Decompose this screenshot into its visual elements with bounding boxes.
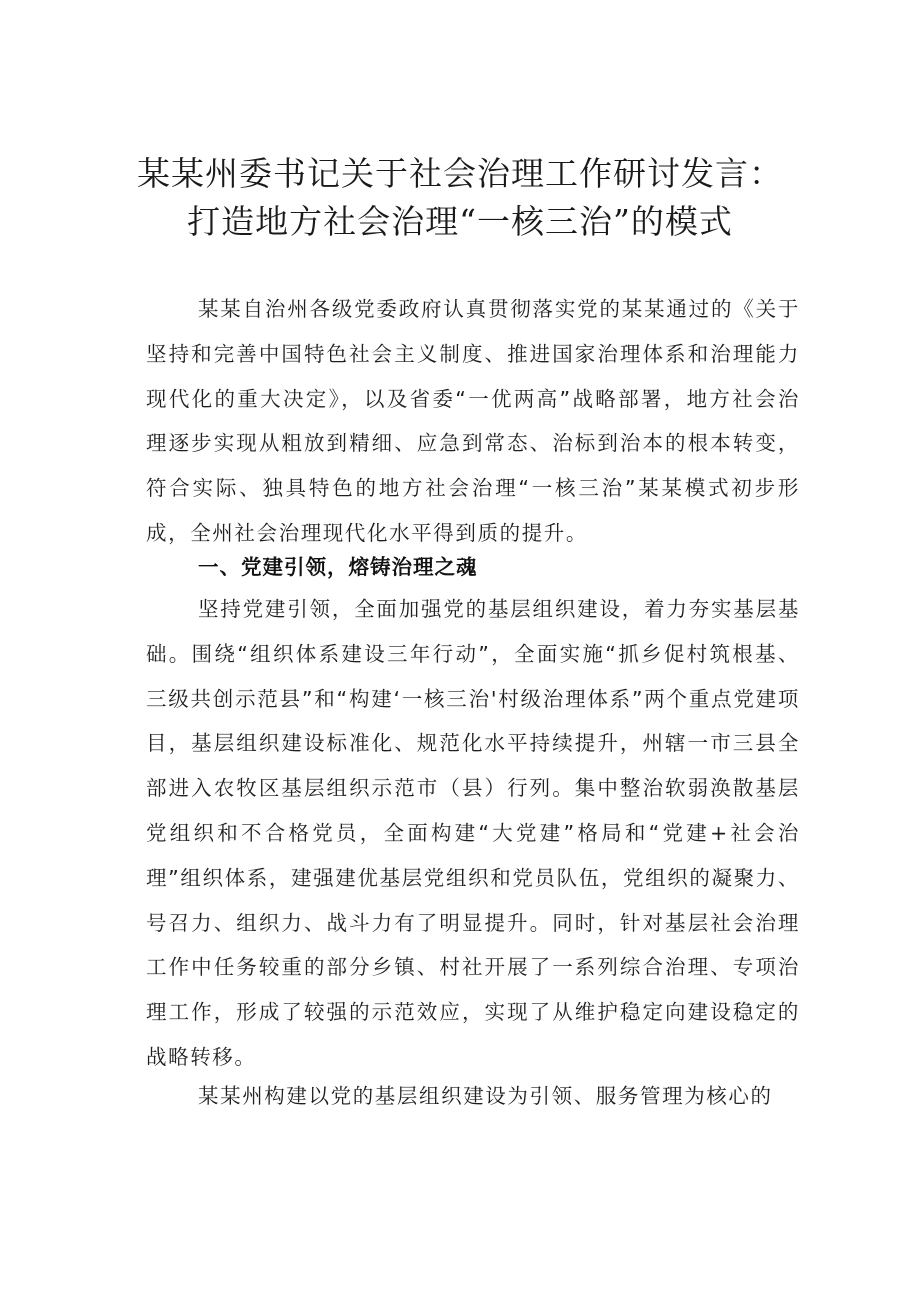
section1-paragraph: 坚持党建引领，全面加强党的基层组织建设，着力夯实基层基础。围绕“组织体系建设三年行动”，全面实施“抓乡促村筑根基、三级共创示范县”和“构建‘一核三治'村级治理体系”两个重点党建项目，基层组织建设标准化、规范化水平持续提升，州辖一市三县全部进入农牧区基层组织示范市（县）行列。集中整治软弱涣散基层党组织和不合格党员，全面构建“大党建”格局和“党建+社会治理”组织体系，建强建优基层党组织和党员队伍，党组织的凝聚力、号召力、组织力、战斗力有了明显提升。同时，针对基层社会治理工作中任务较重的部分乡镇、村社开展了一系列综合治理、专项治理工作，形成了较强的示范效应，实现了从维护稳定向建设稳定的战略转移。: [146, 597, 800, 1069]
next-paragraph-start: 某某州构建以党的基层组织建设为引领、服务管理为核心的: [198, 1084, 773, 1108]
document-title: [120, 150, 800, 246]
title-line-2: 打造地方社会治理“一核三治”的模式: [187, 202, 733, 241]
section-heading-1: 一、党建引领，熔铸治理之魂: [198, 555, 478, 579]
title-line-1: 某某州委书记关于社会治理工作研讨发言：: [137, 154, 783, 193]
intro-paragraph: 某某自治州各级党委政府认真贯彻落实党的某某通过的《关于坚持和完善中国特色社会主义制度、推进国家治理体系和治理能力现代化的重大决定》，以及省委“一优两高”战略部署，地方社会治理逐步实现从粗放到精细、应急到常态、治标到治本的根本转变，符合实际、独具特色的地方社会治理“一核三治”某某模式初步形成，全州社会治理现代化水平得到质的提升。: [146, 297, 800, 545]
